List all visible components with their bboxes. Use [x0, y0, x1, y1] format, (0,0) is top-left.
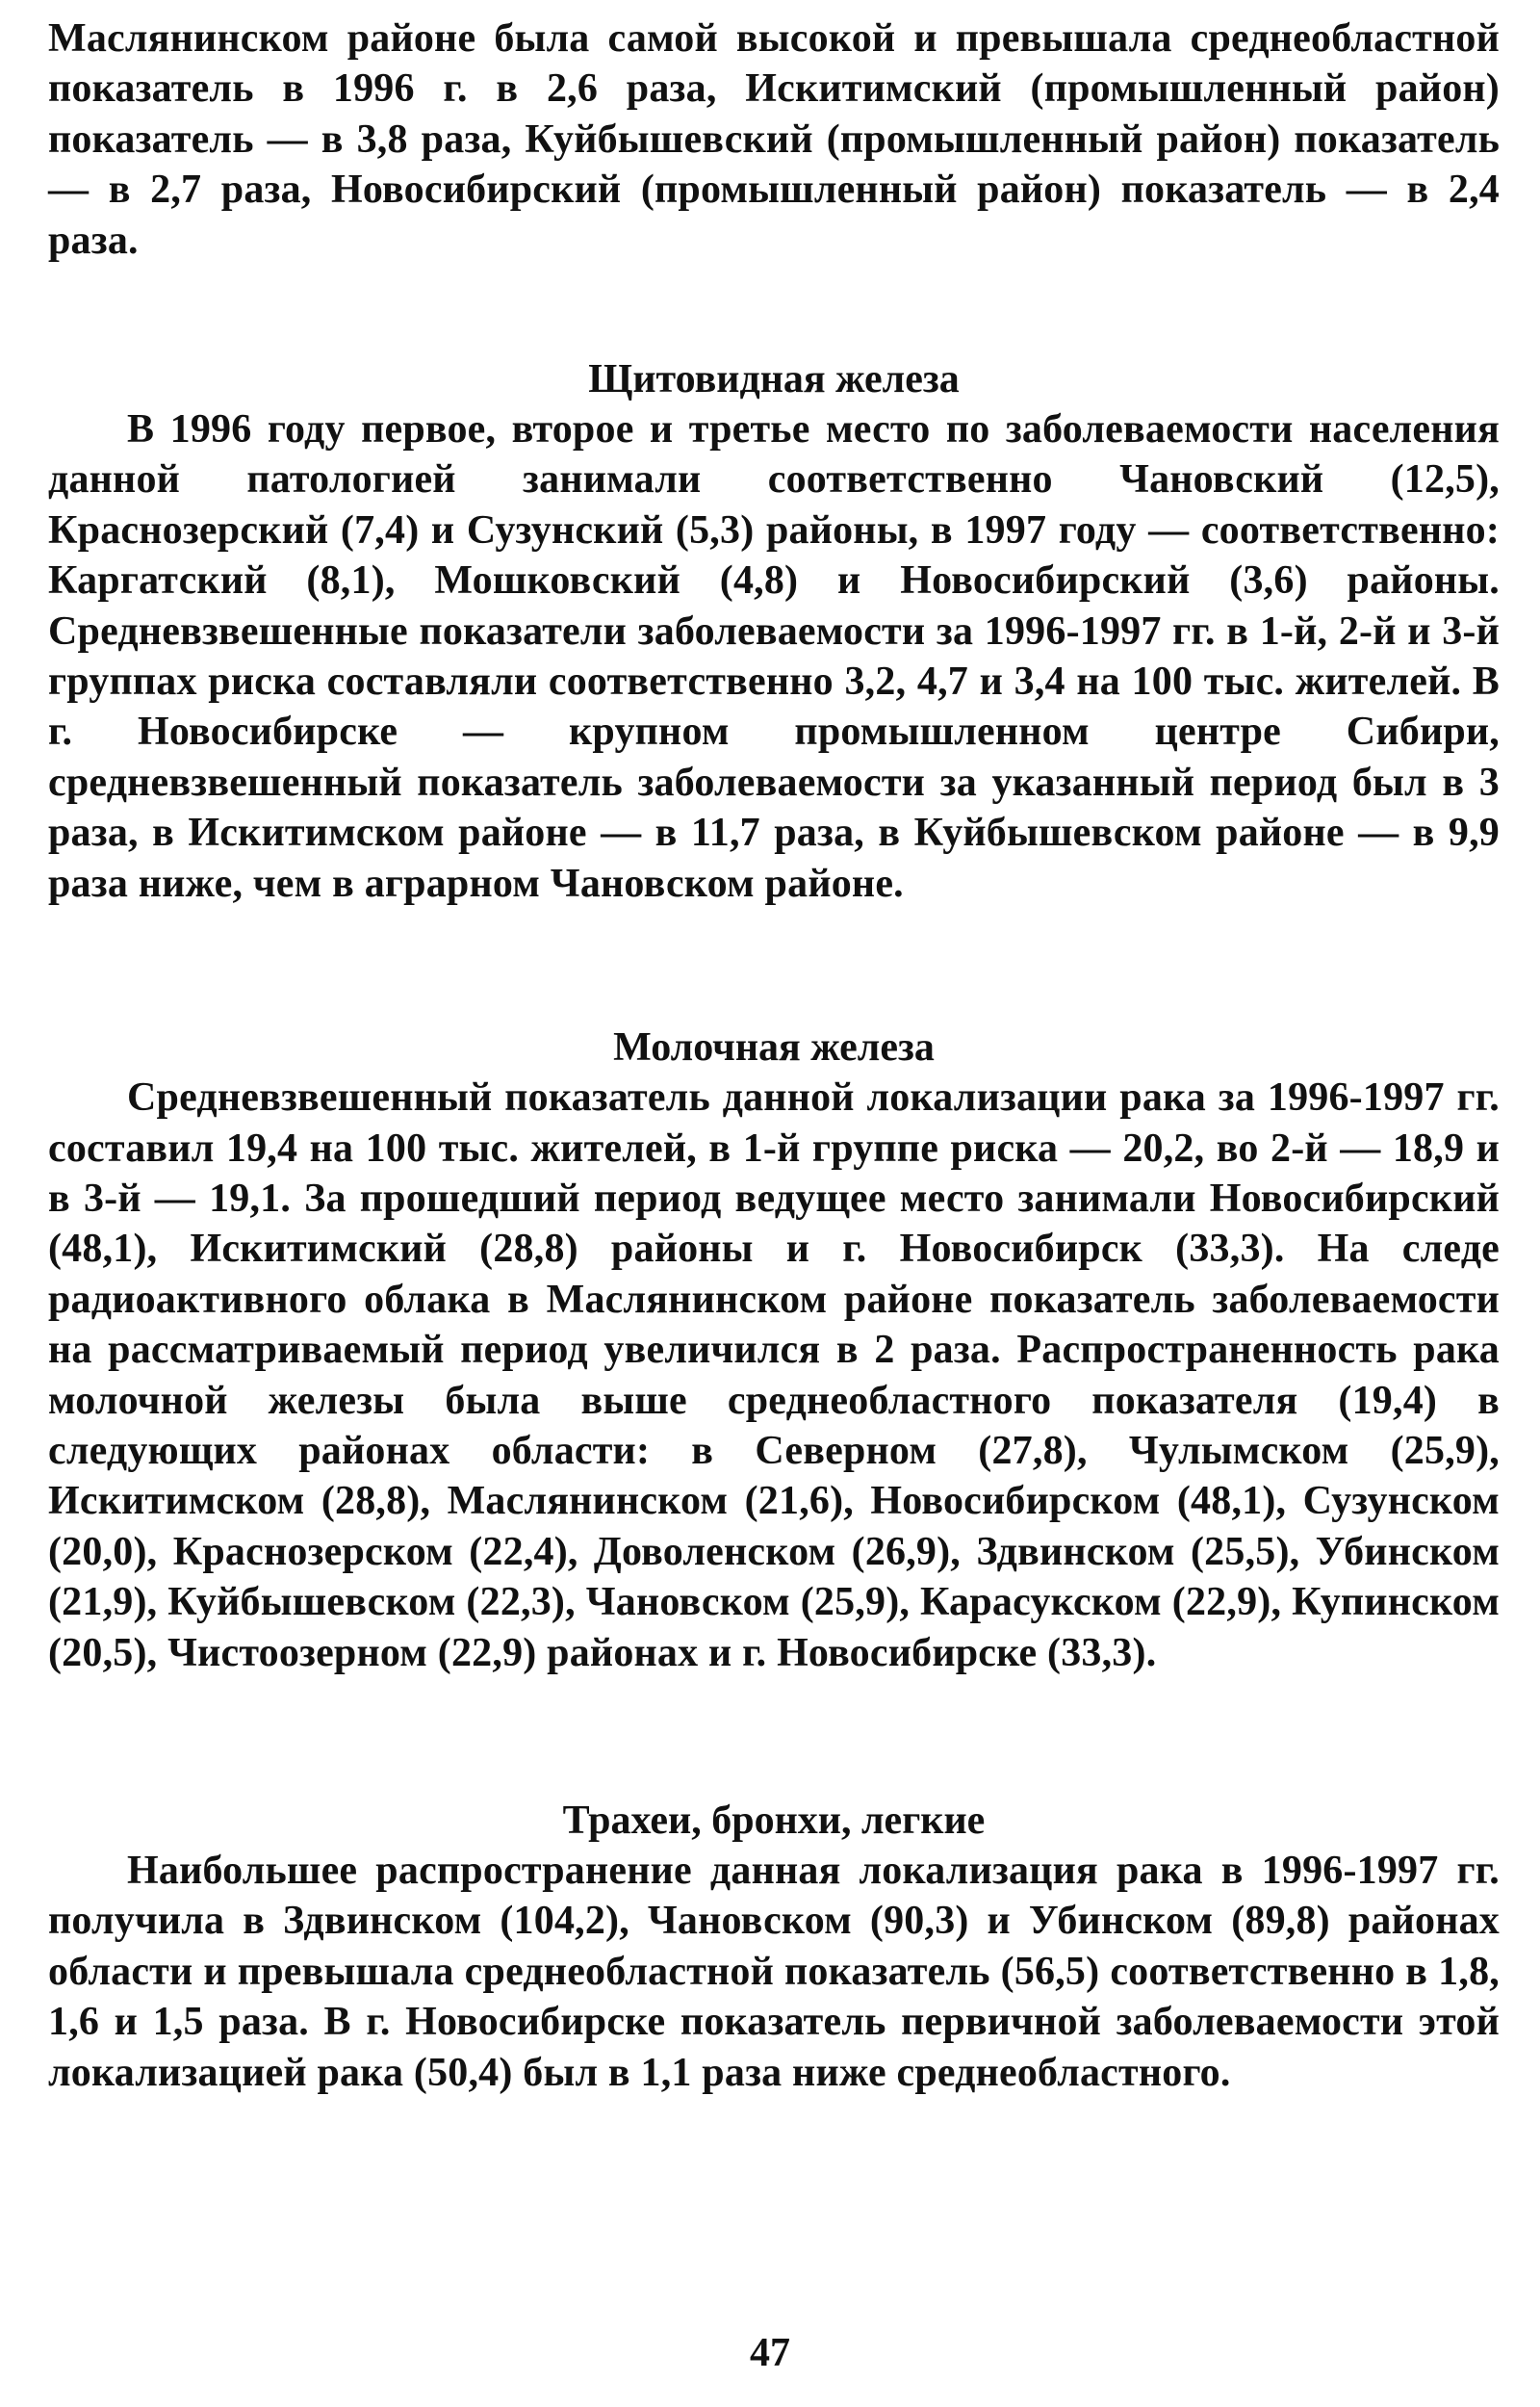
- section-heading-lungs: Трахеи, бронхи, легкие: [562, 1798, 986, 1843]
- section-paragraph-breast: Средневзвешенный показатель данной локализации рака за 1996-1997 гг. составил 19,4 на 100 тыс. жителей, в 1-й группе риска — 20,2, во 2-й — 18,9 и в 3-й — 19,1. За прошедший период ведущее место занимали Новосибирский (48,1), Искитимский (28,8) районы и г. Новосибирск (33,3). На следе радиоактивного облака в Маслянинском районе показатель заболеваемости на рассматриваемый период увеличился в 2 раза. Распространенность рака молочной железы была выше среднеобластного показателя (19,4) в следующих районах области: в Северном (27,8), Чулымском (25,9), Искитимском (28,8), Маслянинском (21,6), Новосибирском (48,1), Сузунском (20,0), Краснозерском (22,4), Доволенском (26,9), Здвинском (25,5), Убинском (21,9), Куйбышевском (22,3), Чановском (25,9), Карасукском (22,9), Купинском (20,5), Чистоозерном (22,9) районах и г. Новосибирске (33,3).: [48, 1075, 1500, 1675]
- section-paragraph-thyroid: В 1996 году первое, второе и третье место по заболеваемости населения данной патологией занимали соответственно Чановский (12,5), Краснозерский (7,4) и Сузунский (5,3) районы, в 1997 году — соответственно: Каргатский (8,1), Мошковский (4,8) и Новосибирский (3,6) районы. Средневзвешенные показатели заболеваемости за 1996-1997 гг. в 1-й, 2-й и 3-й группах риска составляли соответственно 3,2, 4,7 и 3,4 на 100 тыс. жителей. В г. Новосибирске — крупном промышленном центре Сибири, средневзвешенный показатель заболеваемости за указанный период был в 3 раза, в Искитимском районе — в 11,7 раза, в Куйбышевском районе — в 9,9 раза ниже, чем в аграрном Чановском районе.: [48, 407, 1500, 906]
- page-number: 47: [750, 2331, 790, 2375]
- document-page: [48, 13, 1500, 2098]
- section-heading-breast: Молочная железа: [613, 1025, 935, 1071]
- intro-paragraph: Маслянинском районе была самой высокой и превышала среднеобластной показатель в 1996 г. в 2,6 раза, Искитимский (промышленный район) показатель — в 3,8 раза, Куйбышевский (промышленный район) показатель — в 2,7 раза, Новосибирский (промышленный район) показатель — в 2,4 раза.: [48, 16, 1500, 263]
- section-paragraph-lungs: Наибольшее распространение данная локализация рака в 1996-1997 гг. получила в Здвинском (104,2), Чановском (90,3) и Убинском (89,8) районах области и превышала среднеобластной показатель (56,5) соответственно в 1,8, 1,6 и 1,5 раза. В г. Новосибирске показатель первичной заболеваемости этой локализацией рака (50,4) был в 1,1 раза ниже среднеобластного.: [48, 1848, 1500, 2095]
- section-heading-thyroid: Щитовидная железа: [588, 357, 960, 402]
